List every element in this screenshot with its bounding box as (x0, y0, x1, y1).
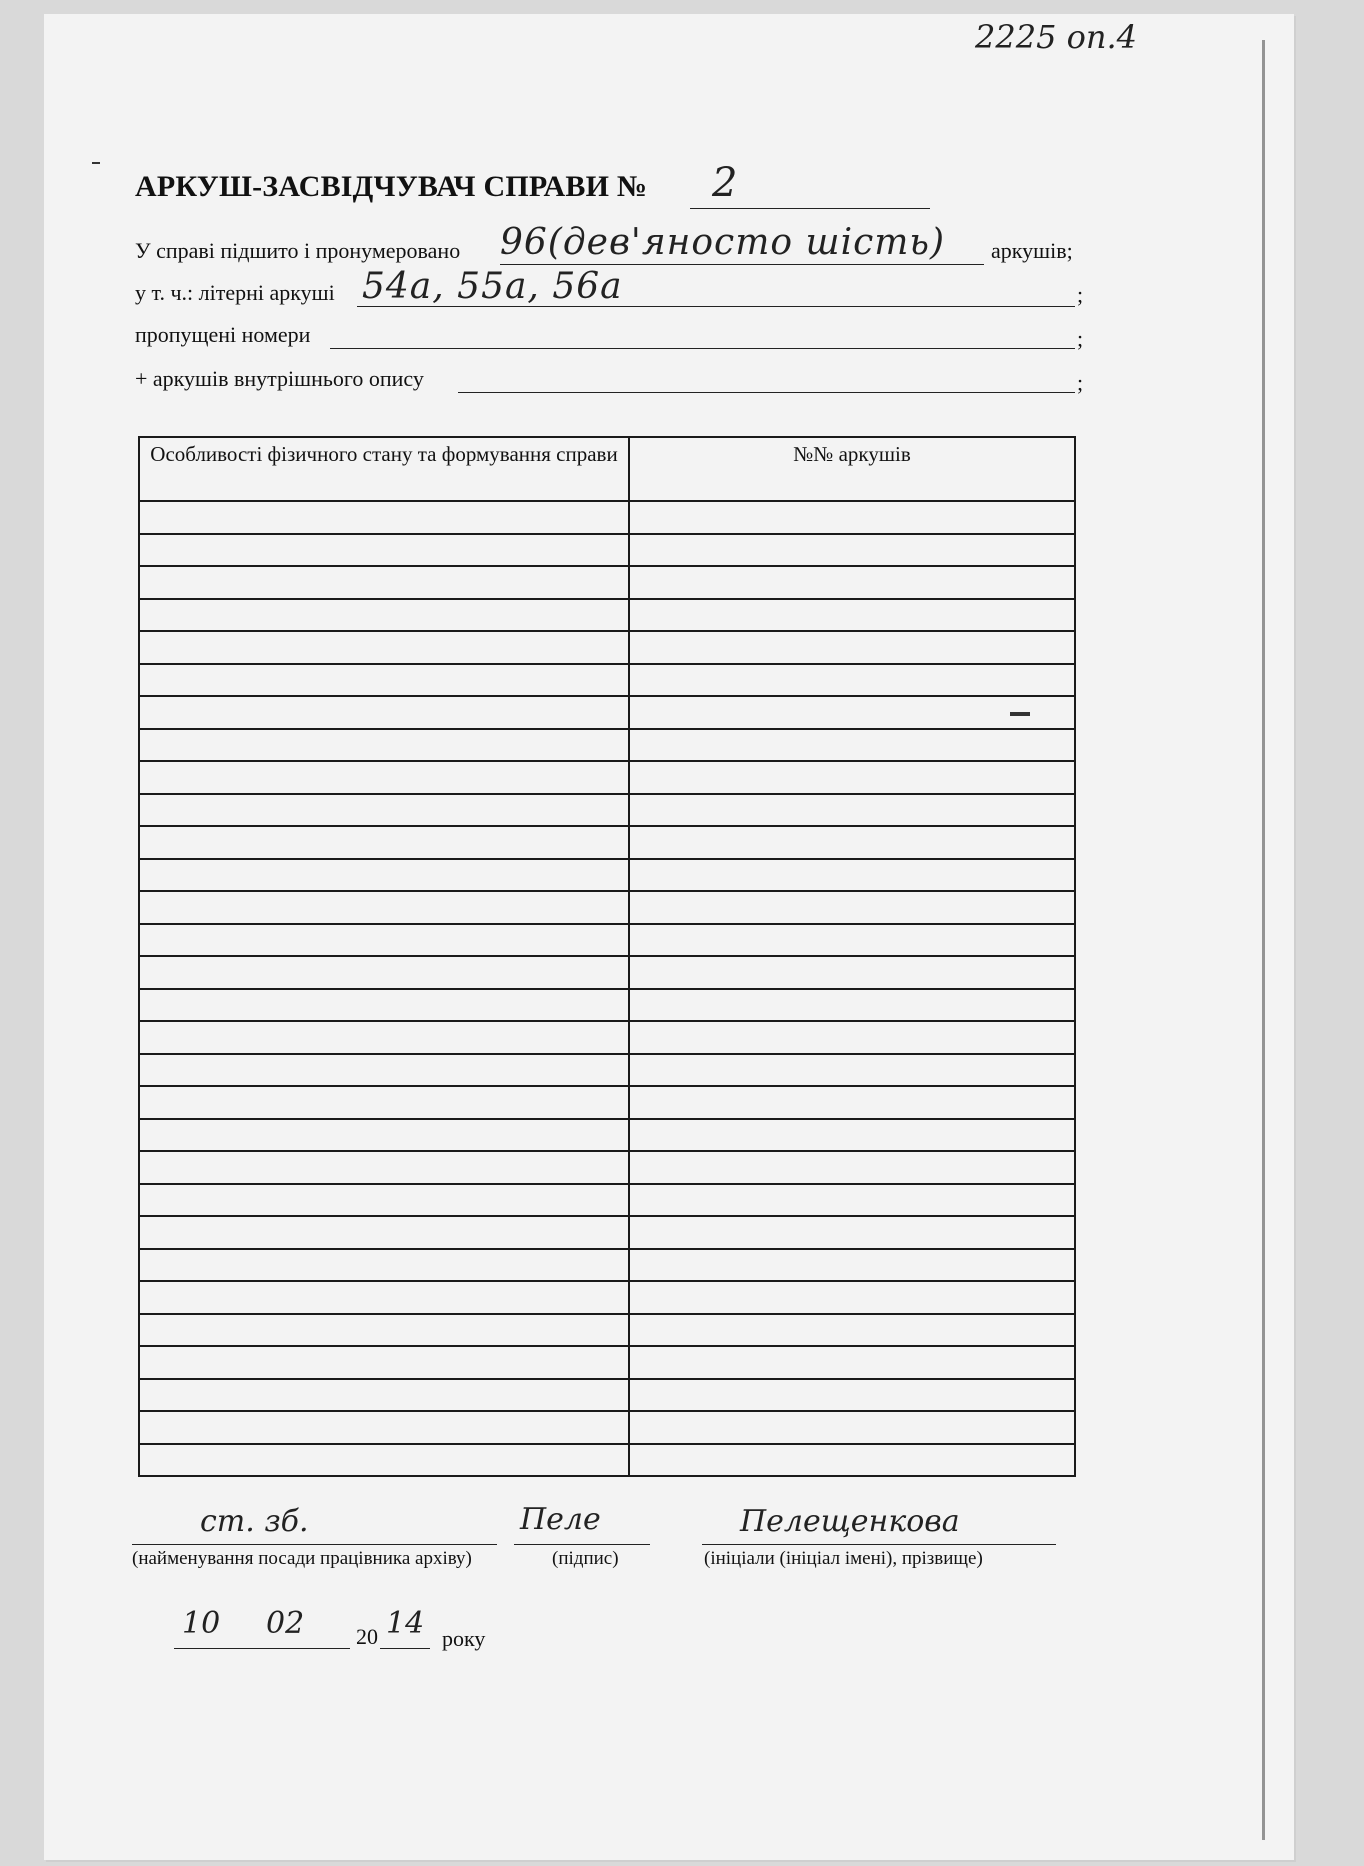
table-row (139, 891, 1075, 924)
case-number: 2 (712, 160, 738, 206)
cell-physical-state (139, 729, 629, 762)
cell-physical-state (139, 1281, 629, 1314)
missing-numbers-label: пропущені номери (135, 322, 311, 347)
missing-numbers-suffix: ; (1077, 326, 1084, 351)
cell-physical-state (139, 1346, 629, 1379)
date-day: 10 (182, 1606, 221, 1641)
table-row (139, 924, 1075, 957)
table-row (139, 989, 1075, 1022)
table-row (139, 826, 1075, 859)
table-row (139, 1314, 1075, 1347)
table-row (139, 761, 1075, 794)
table-row (139, 534, 1075, 567)
table-row (139, 1411, 1075, 1444)
cell-sheet-numbers (629, 501, 1075, 534)
table-row (139, 1346, 1075, 1379)
signature-caption: (підпис) (552, 1548, 619, 1569)
scan-mark (1010, 712, 1030, 716)
cell-physical-state (139, 1314, 629, 1347)
cell-sheet-numbers (629, 956, 1075, 989)
cell-sheet-numbers (629, 1379, 1075, 1412)
table-row (139, 1444, 1075, 1477)
table-header-row (139, 437, 1075, 501)
year-line (380, 1648, 430, 1649)
table-row (139, 859, 1075, 892)
cell-physical-state (139, 599, 629, 632)
cell-physical-state (139, 696, 629, 729)
lettered-sheets-suffix: ; (1077, 282, 1084, 307)
date-year-suffix: 14 (386, 1606, 425, 1641)
cell-sheet-numbers (629, 761, 1075, 794)
scan-mark (92, 162, 100, 164)
cell-sheet-numbers (629, 1249, 1075, 1282)
table-row (139, 1086, 1075, 1119)
cell-sheet-numbers (629, 891, 1075, 924)
cell-physical-state (139, 664, 629, 697)
cell-physical-state (139, 761, 629, 794)
signature-value: Пеле (520, 1502, 601, 1537)
inventory-sheets-suffix: ; (1077, 370, 1084, 395)
cell-sheet-numbers (629, 826, 1075, 859)
header-physical-state: Особливості фізичного стану та формування справи (139, 437, 629, 501)
cell-physical-state (139, 1054, 629, 1087)
cell-sheet-numbers (629, 794, 1075, 827)
cell-physical-state (139, 1411, 629, 1444)
table-row (139, 1249, 1075, 1282)
position-caption: (найменування посади працівника архіву) (132, 1548, 472, 1569)
cell-sheet-numbers (629, 664, 1075, 697)
table-row (139, 1119, 1075, 1152)
table-row (139, 729, 1075, 762)
name-caption: (ініціали (ініціал імені), прізвище) (704, 1548, 983, 1569)
cell-sheet-numbers (629, 989, 1075, 1022)
cell-sheet-numbers (629, 1216, 1075, 1249)
cell-physical-state (139, 1444, 629, 1477)
cell-sheet-numbers (629, 1119, 1075, 1152)
cell-physical-state (139, 1379, 629, 1412)
missing-numbers-line (330, 348, 1075, 349)
archive-code: 2225 оп.4 (975, 18, 1138, 56)
table-row (139, 1184, 1075, 1217)
table-row (139, 566, 1075, 599)
table-row (139, 664, 1075, 697)
sheets-count-line (500, 264, 984, 265)
cell-physical-state (139, 956, 629, 989)
date-year-prefix: 20 (356, 1624, 378, 1649)
name-line (702, 1544, 1056, 1545)
table-row (139, 631, 1075, 664)
table-row (139, 1216, 1075, 1249)
table-row (139, 599, 1075, 632)
table-row (139, 1151, 1075, 1184)
table-row (139, 794, 1075, 827)
cell-sheet-numbers (629, 599, 1075, 632)
cell-sheet-numbers (629, 631, 1075, 664)
header-sheet-numbers: №№ аркушів (629, 437, 1075, 501)
date-line (174, 1648, 350, 1649)
cell-physical-state (139, 989, 629, 1022)
cell-sheet-numbers (629, 1086, 1075, 1119)
cell-physical-state (139, 859, 629, 892)
date-suffix: року (442, 1626, 486, 1651)
cell-sheet-numbers (629, 1021, 1075, 1054)
cell-sheet-numbers (629, 566, 1075, 599)
cell-physical-state (139, 891, 629, 924)
cell-sheet-numbers (629, 696, 1075, 729)
cell-physical-state (139, 1249, 629, 1282)
cell-physical-state (139, 1151, 629, 1184)
cell-sheet-numbers (629, 1444, 1075, 1477)
cell-sheet-numbers (629, 924, 1075, 957)
cell-physical-state (139, 1216, 629, 1249)
table-row (139, 1021, 1075, 1054)
cell-sheet-numbers (629, 1054, 1075, 1087)
sheets-count-value: 96(дев'яносто шість) (500, 222, 946, 263)
cell-sheet-numbers (629, 534, 1075, 567)
document-title: АРКУШ-ЗАСВІДЧУВАЧ СПРАВИ № (135, 170, 648, 203)
inventory-sheets-line (458, 392, 1075, 393)
name-value: Пелещенкова (740, 1504, 960, 1539)
cell-sheet-numbers (629, 1346, 1075, 1379)
cell-sheet-numbers (629, 729, 1075, 762)
position-value: ст. зб. (200, 1504, 309, 1539)
cell-physical-state (139, 794, 629, 827)
lettered-sheets-value: 54а, 55а, 56а (362, 266, 623, 307)
cell-physical-state (139, 566, 629, 599)
cell-physical-state (139, 1086, 629, 1119)
cell-physical-state (139, 924, 629, 957)
table-row (139, 1281, 1075, 1314)
title-number-line (690, 208, 930, 209)
lettered-sheets-label: у т. ч.: літерні аркуші (135, 280, 335, 305)
table-row (139, 1379, 1075, 1412)
cell-physical-state (139, 631, 629, 664)
cell-sheet-numbers (629, 859, 1075, 892)
cell-physical-state (139, 1119, 629, 1152)
cell-physical-state (139, 1184, 629, 1217)
table-row (139, 1054, 1075, 1087)
cell-physical-state (139, 1021, 629, 1054)
sheets-count-label: У справі підшито і пронумеровано (135, 238, 461, 263)
sheets-count-suffix: аркушів; (991, 238, 1073, 263)
sign-line (514, 1544, 650, 1545)
table-row (139, 501, 1075, 534)
cell-sheet-numbers (629, 1184, 1075, 1217)
position-line (132, 1544, 497, 1545)
cell-sheet-numbers (629, 1411, 1075, 1444)
cell-physical-state (139, 534, 629, 567)
table-row (139, 696, 1075, 729)
sheet-edge-shadow (1262, 40, 1265, 1840)
cell-sheet-numbers (629, 1151, 1075, 1184)
physical-state-table (138, 436, 1076, 1477)
cell-physical-state (139, 826, 629, 859)
cell-sheet-numbers (629, 1314, 1075, 1347)
cell-physical-state (139, 501, 629, 534)
table-row (139, 956, 1075, 989)
cell-sheet-numbers (629, 1281, 1075, 1314)
inventory-sheets-label: + аркушів внутрішнього опису (135, 366, 424, 391)
date-month: 02 (266, 1606, 305, 1641)
table-body (139, 501, 1075, 1476)
